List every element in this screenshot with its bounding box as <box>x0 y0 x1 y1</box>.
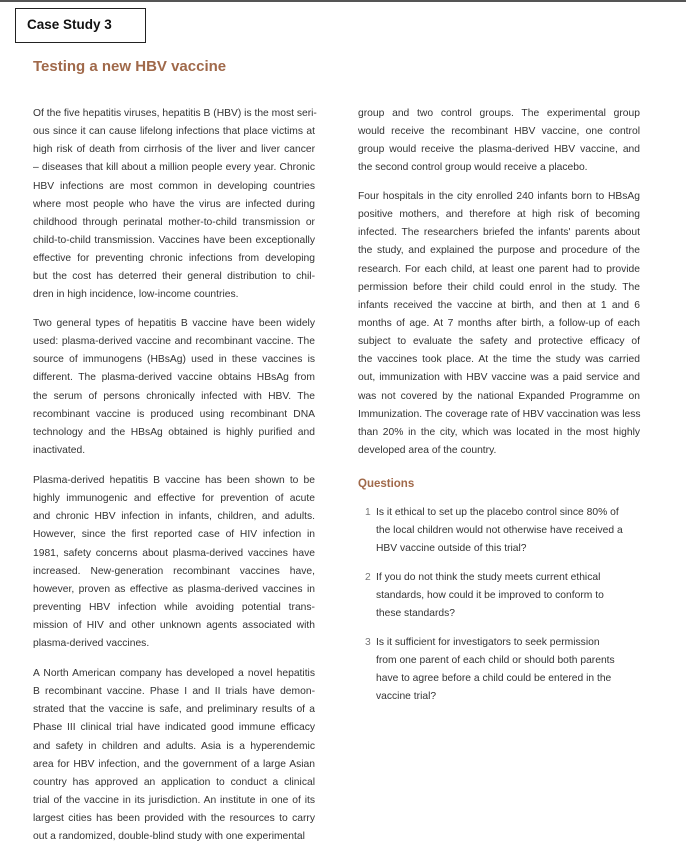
text-line: Of the five hepatitis viruses, hepatitis B (HBV) is the most seri- <box>33 108 317 119</box>
text-line: inactivated. <box>33 444 86 456</box>
text-line: from one parent of each child or should both parents <box>376 655 615 667</box>
case-study-box <box>15 8 146 43</box>
text-line: Plasma-derived hepatitis B vaccine has been shown to be <box>33 475 315 486</box>
paragraph <box>358 188 640 460</box>
page-title: Testing a new HBV vaccine <box>33 58 227 75</box>
question-number: 3 <box>365 637 371 648</box>
text-line: have to agree before a child could be entered in the <box>376 673 612 685</box>
text-line: high risk of death from cirrhosis of the liver and liver cancer <box>33 144 315 156</box>
text-line: country has approved an application to conduct a clinical <box>33 776 315 788</box>
text-line: HBV infections are most common in developing countries <box>33 180 315 192</box>
text-line: was not covered by the national Expanded Programme on <box>358 390 640 402</box>
text-line: months of age. At 7 months after birth, a follow-up of each <box>358 317 640 329</box>
text-line: where most people who have the virus are infected during <box>33 198 315 210</box>
question-number: 1 <box>365 507 371 518</box>
text-line: infected. The researchers briefed the infants' parents about <box>358 227 640 239</box>
text-line: the study, and explained the purpose and procedure of the <box>358 245 640 257</box>
text-line: would receive the recombinant HBV vaccine, one control <box>358 126 640 138</box>
text-line: Is it ethical to set up the placebo control since 80% of <box>376 507 619 518</box>
paragraph <box>33 472 315 653</box>
text-line: out, immunization with HBV vaccine was a paid service and <box>358 372 640 384</box>
text-line: permission before their child could enrol in the study. The <box>358 281 640 293</box>
text-line: 1981, safety concerns about plasma-derived vaccines have <box>33 547 315 559</box>
text-line: group and two control groups. The experimental group <box>358 108 640 119</box>
text-line: positive mothers, and therefore at high risk of becoming <box>358 209 640 221</box>
text-line: different. The plasma-derived vaccine obtains HBsAg from <box>33 372 315 384</box>
question-text <box>376 634 640 707</box>
text-line: Immunization. The coverage rate of HBV vaccination was less <box>358 408 641 420</box>
text-line: out a randomized, double-blind study with one experimental <box>33 831 305 843</box>
text-line: area for HBV infection, and the government of a large Asian <box>33 758 315 770</box>
questions-heading: Questions <box>358 478 415 490</box>
text-line: these standards? <box>376 608 455 620</box>
text-line: but the cost has deterred their general distribution to chil- <box>33 271 315 283</box>
text-line: mission of HIV and other unknown agents associated with <box>33 620 315 632</box>
text-line: childhood through perinatal mother-to-child transmission or <box>33 216 315 228</box>
text-line: preventing HBV infection while avoiding potential trans- <box>33 601 315 613</box>
text-line: the vaccines took place. At the time the study was carried <box>358 354 640 366</box>
text-line: technology and the HBsAg obtained is highly purified and <box>33 426 315 438</box>
text-line: highly immunogenic and effective for prevention of acute <box>33 493 315 505</box>
text-line: Is it sufficient for investigators to seek permission <box>376 637 600 648</box>
text-line: Phase III clinical trial have indicated good immune efficacy <box>33 722 315 734</box>
text-line: strated that the vaccine is safe, and preliminary results of a <box>33 704 315 716</box>
text-line: however, proven as effective as plasma-derived vaccines in <box>33 583 315 595</box>
paragraph <box>33 105 315 305</box>
text-line: If you do not think the study meets current ethical <box>376 572 601 583</box>
text-line: Four hospitals in the city enrolled 240 infants born to HBsAg <box>358 191 640 202</box>
case-study-label: Case Study 3 <box>27 17 112 32</box>
text-line: infants received the vaccine at birth, and then at 1 and 6 <box>358 299 640 311</box>
question-text <box>376 504 640 558</box>
text-line: and chronic HBV infection in infants, children, and adults. <box>33 511 315 523</box>
text-line: B recombinant vaccine. Phase I and II trials have demon- <box>33 686 315 698</box>
text-line: plasma-derived vaccines. <box>33 638 150 650</box>
text-line: – diseases that kill about a million people every year. Chronic <box>33 162 315 174</box>
text-line: effective for preventing chronic infections from developing <box>33 253 315 265</box>
text-line: recombinant vaccine is produced using recombinant DNA <box>33 408 315 420</box>
paragraph <box>33 315 315 460</box>
question-item <box>365 634 640 707</box>
text-line: source of immunogens (HBsAg) used in these vaccines is <box>33 354 315 366</box>
text-line: group would receive the plasma-derived HBV vaccine, and <box>358 144 640 156</box>
text-line: HBV vaccine outside of this trial? <box>376 543 527 555</box>
text-line: the local children would not otherwise have received a <box>376 525 623 537</box>
paragraph <box>33 665 315 846</box>
text-line: the serum of persons chronically infected with HBV. The <box>33 390 315 402</box>
question-number: 2 <box>365 572 371 583</box>
question-item <box>365 569 640 623</box>
text-line: child-to-child transmission. Vaccines have been exceptionally <box>33 234 315 246</box>
question-item <box>365 504 640 558</box>
text-line: dren in high incidence, low-income countries. <box>33 289 239 301</box>
top-border <box>0 0 686 2</box>
paragraph <box>358 105 640 178</box>
text-line: standards, how could it be improved to conform to <box>376 590 604 602</box>
text-line: Two general types of hepatitis B vaccine have been widely <box>33 318 315 329</box>
text-line: vaccine trial? <box>376 691 437 703</box>
text-line: than 20% in the city, which was located in the most highly <box>358 426 640 438</box>
text-line: trial of the vaccine in its jurisdiction. An institute in one of its <box>33 794 315 806</box>
text-line: A North American company has developed a novel hepatitis <box>33 668 315 679</box>
text-line: developed area of the country. <box>358 444 497 456</box>
text-line: used: plasma-derived vaccine and recombinant vaccine. The <box>33 336 315 348</box>
text-line: largest cities has been provided with the resources to carry <box>33 813 315 825</box>
question-text <box>376 569 640 623</box>
text-line: increased. New-generation recombinant vaccines have, <box>33 565 315 577</box>
text-line: subject to evaluate the safety and protective efficacy of <box>358 336 640 348</box>
text-line: However, since the first reported case of HIV infection in <box>33 529 315 541</box>
text-line: and safety in children and adults. Asia is a hyperendemic <box>33 740 315 752</box>
text-line: the second control group would receive a placebo. <box>358 162 588 174</box>
text-line: ous since it can cause lifelong infections that place victims at <box>33 126 315 138</box>
text-line: research. For each child, at least one parent had to provide <box>358 263 640 275</box>
